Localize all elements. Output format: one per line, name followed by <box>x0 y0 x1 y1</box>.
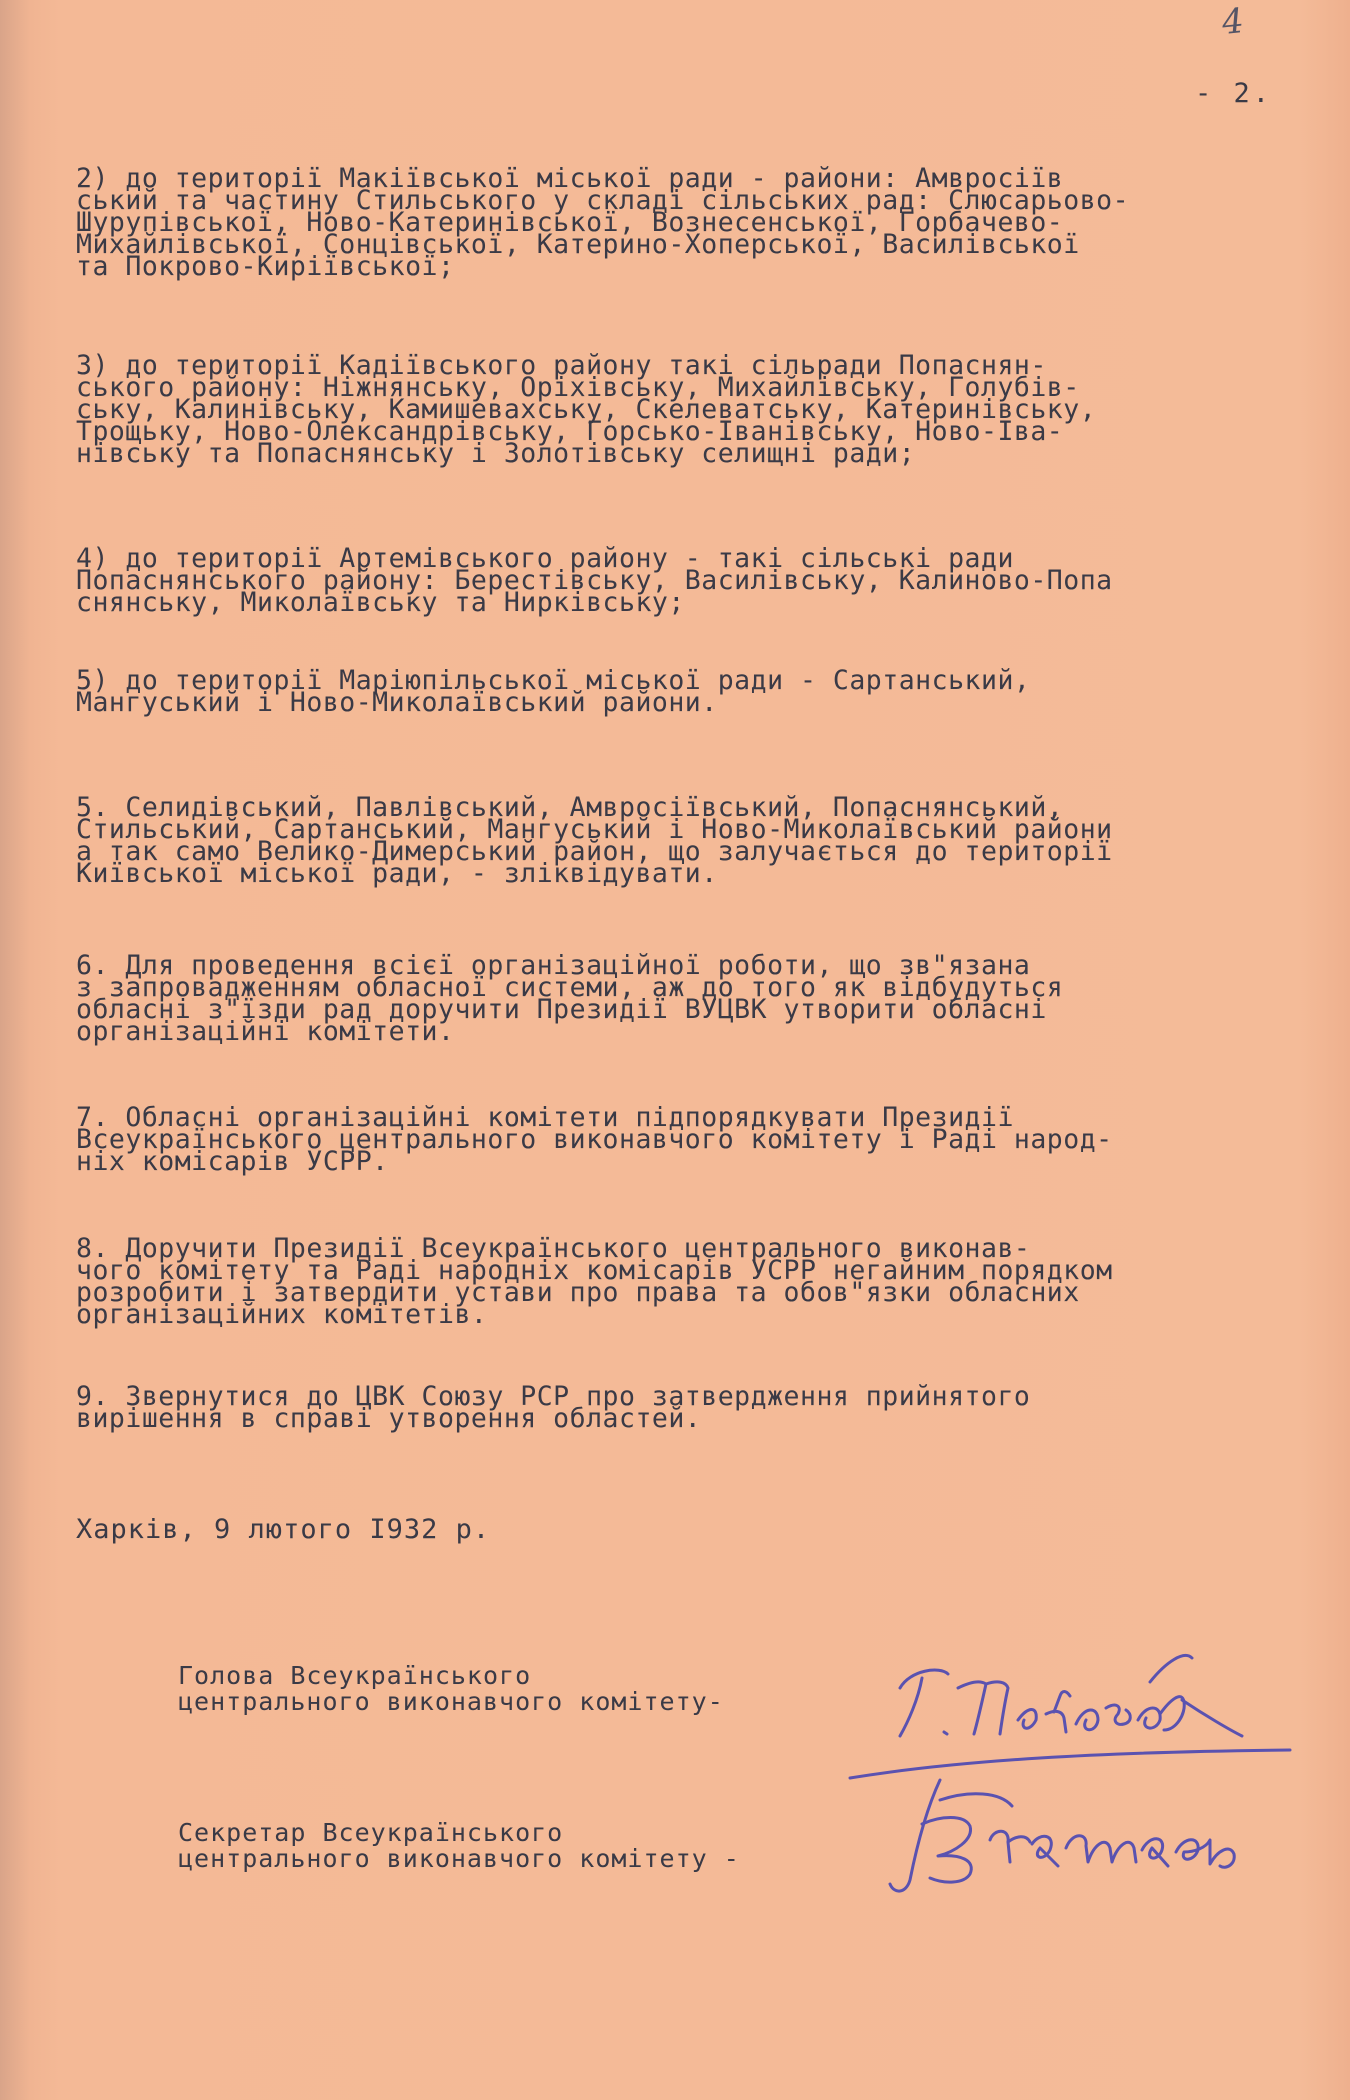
paragraph-5: 5. Селидівський, Павлівський, Амвросіївський, Попаснянський, Стильський, Сартанський, Мангуський і Ново-Миколаївський райони а так само Велико-Димерський район, що залучається до території Київської міської ради, - зліквідувати. <box>76 792 1113 889</box>
paragraph-6: 6. Для проведення всієї організаційної роботи, що зв"язана з запровадженням обласної системи, аж до того як відбудуться обласні з"їзди рад доручити Президії ВУЦВК утворити обласні організаційні комітети. <box>76 950 1064 1047</box>
place-and-date: Харків, 9 лютого I932 р. <box>76 1514 491 1545</box>
secretary-title: Секретар Всеукраїнського центрального виконавчого комітету - <box>178 1818 740 1873</box>
paragraph-9: 9. Звернутися до ЦВК Союзу РСР про затвердження прийнятого вирішення в справі утворення областей. <box>76 1381 1031 1434</box>
chairman-signature <box>840 1640 1310 1780</box>
item-2-text: 2) до території Макіївської міської ради - райони: Амвросіїв ський та частину Стильського у складі сільських рад: Слюсарьово- Шурупівської, Ново-Катеринівської, Вознесенської, Горбачево- Михайлівської, Сонцівської, Катерино-Хоперської, Василівської та Покрово-Киріївської; <box>76 163 1130 282</box>
chairman-signature-text: Г. Петровський <box>840 1640 849 1641</box>
item-4-text: 4) до території Артемівського району - такі сільські ради Попаснянського району: Берестівську, Василівську, Калиново-Попа снянську, Миколаївську та Нирківську; <box>76 543 1113 618</box>
secretary-signature-text: Васильєв <box>880 1770 885 1771</box>
folio-number: 4 <box>1219 0 1246 44</box>
page-number: - 2. <box>1195 78 1273 109</box>
secretary-signature <box>880 1770 1300 1900</box>
item-3-text: 3) до території Кадіївського району такі сільради Попаснян- ського району: Ніжнянську, Оріхівську, Михайлівську, Голубів- ську, Калинівську, Камишевахську, Скелеватську, Катеринівську, Трощьку, Ново-Олександрівську, Горсько-Іванівську, Ново-Іва- нівську та Попаснянську і Золотівську селищні ради; <box>76 350 1097 469</box>
chairman-title: Голова Всеукраїнського центрального виконавчого комітету- <box>178 1661 724 1716</box>
paragraph-8: 8. Доручити Президії Всеукраїнського центрального виконав- чого комітету та Раді народніх комісарів УСРР негайним порядком розробити і затвердити устави про права та обов"язки обласних організаційних комітетів. <box>76 1233 1113 1330</box>
paragraph-7: 7. Обласні організаційні комітети підпорядкувати Президії Всеукраїнського центрального виконавчого комітету і Раді народ- ніх комісарів УСРР. <box>76 1102 1113 1177</box>
item-5-text: 5) до території Маріюпільської міської ради - Сартанський, Мангуський і Ново-Миколаївський райони. <box>76 665 1031 718</box>
